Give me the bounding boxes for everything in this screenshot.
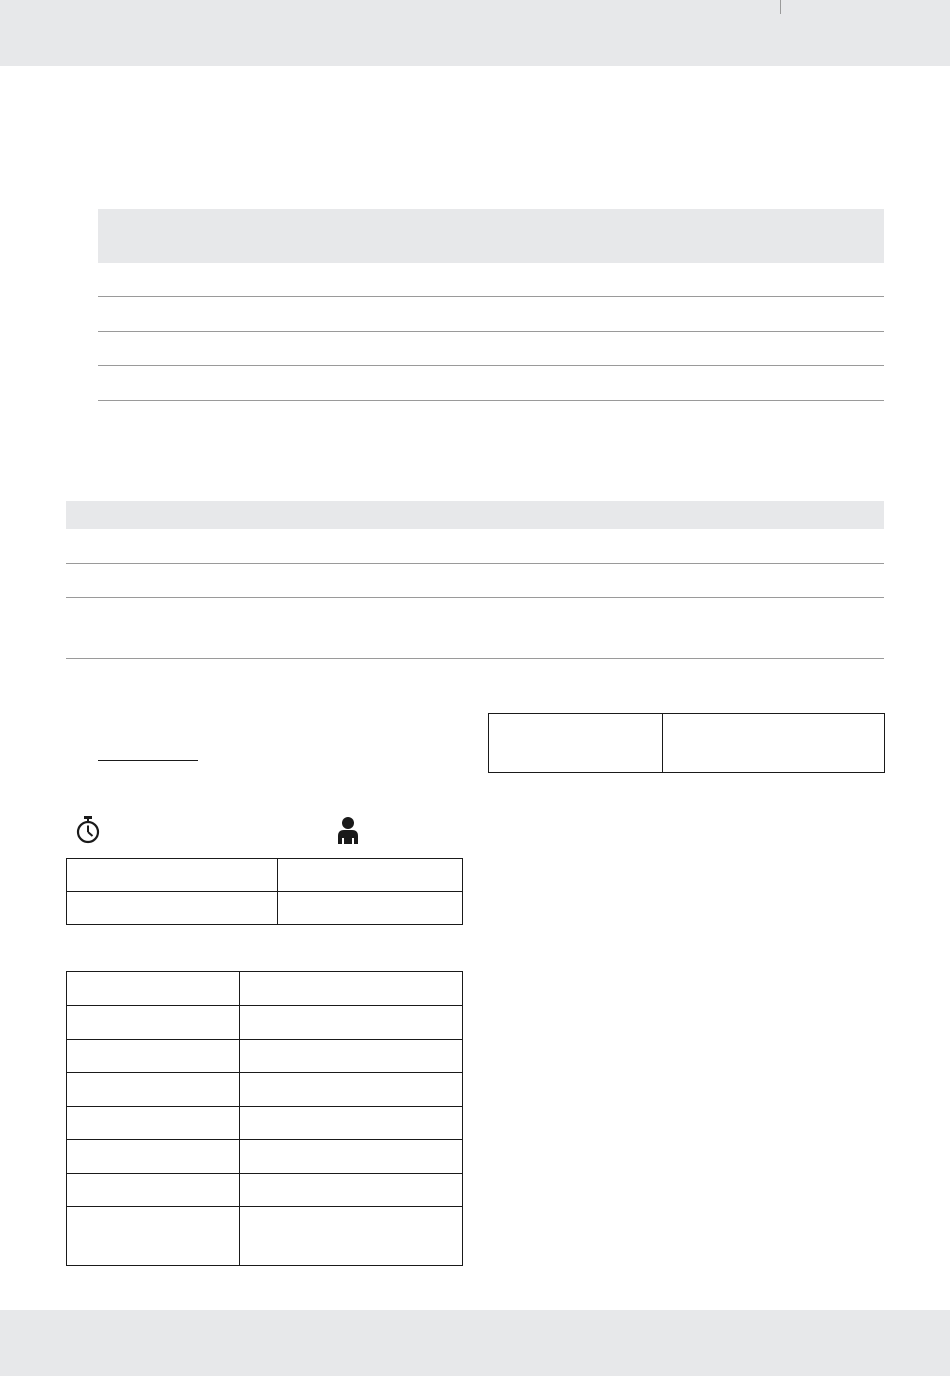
table4-cell	[67, 1107, 240, 1140]
table4-cell	[240, 1107, 463, 1140]
table4-row	[67, 1006, 463, 1040]
table4-cell	[67, 1006, 240, 1040]
table1-rule	[98, 400, 884, 401]
table4-cell	[67, 1140, 240, 1174]
table3-row	[67, 859, 463, 892]
table4-cell	[67, 1174, 240, 1207]
stopwatch-icon	[74, 815, 102, 845]
reference-link[interactable]	[98, 744, 198, 760]
table5	[488, 713, 885, 773]
table4-row	[67, 1207, 463, 1266]
table4-cell	[67, 1073, 240, 1107]
table2-row	[66, 564, 884, 597]
table4-cell	[240, 1174, 463, 1207]
table1-header	[98, 209, 884, 263]
table3	[66, 858, 463, 925]
table4-row	[67, 1174, 463, 1207]
table1-row	[98, 332, 884, 365]
page-footer-band	[0, 1310, 950, 1376]
crop-mark	[780, 0, 781, 14]
reference-link-underline	[98, 760, 198, 761]
table2-row	[66, 598, 884, 658]
table1-row	[98, 366, 884, 400]
table4-cell	[67, 972, 240, 1006]
page-header-band	[0, 0, 950, 66]
table2-header	[66, 501, 884, 529]
table3-cell	[67, 892, 278, 925]
table4-row	[67, 1073, 463, 1107]
table5-cell	[489, 714, 663, 773]
table4-cell	[240, 1073, 463, 1107]
table1-row	[98, 263, 884, 296]
table4-cell	[240, 972, 463, 1006]
table2-rule	[66, 658, 884, 659]
table5-cell	[663, 714, 885, 773]
table4-cell	[240, 1006, 463, 1040]
table4-cell	[67, 1207, 240, 1266]
table4-row	[67, 1140, 463, 1174]
table4-cell	[240, 1140, 463, 1174]
table3-row	[67, 892, 463, 925]
table4-cell	[67, 1040, 240, 1073]
table5-row	[489, 714, 885, 773]
table3-cell	[67, 859, 278, 892]
table4-row	[67, 1107, 463, 1140]
table3-cell	[278, 859, 463, 892]
table4-row	[67, 972, 463, 1006]
table3-cell	[278, 892, 463, 925]
table4-row	[67, 1040, 463, 1073]
table2-row	[66, 529, 884, 563]
table1-row	[98, 297, 884, 331]
table4-cell	[240, 1207, 463, 1266]
person-icon	[335, 815, 361, 845]
table4	[66, 971, 463, 1266]
table4-cell	[240, 1040, 463, 1073]
